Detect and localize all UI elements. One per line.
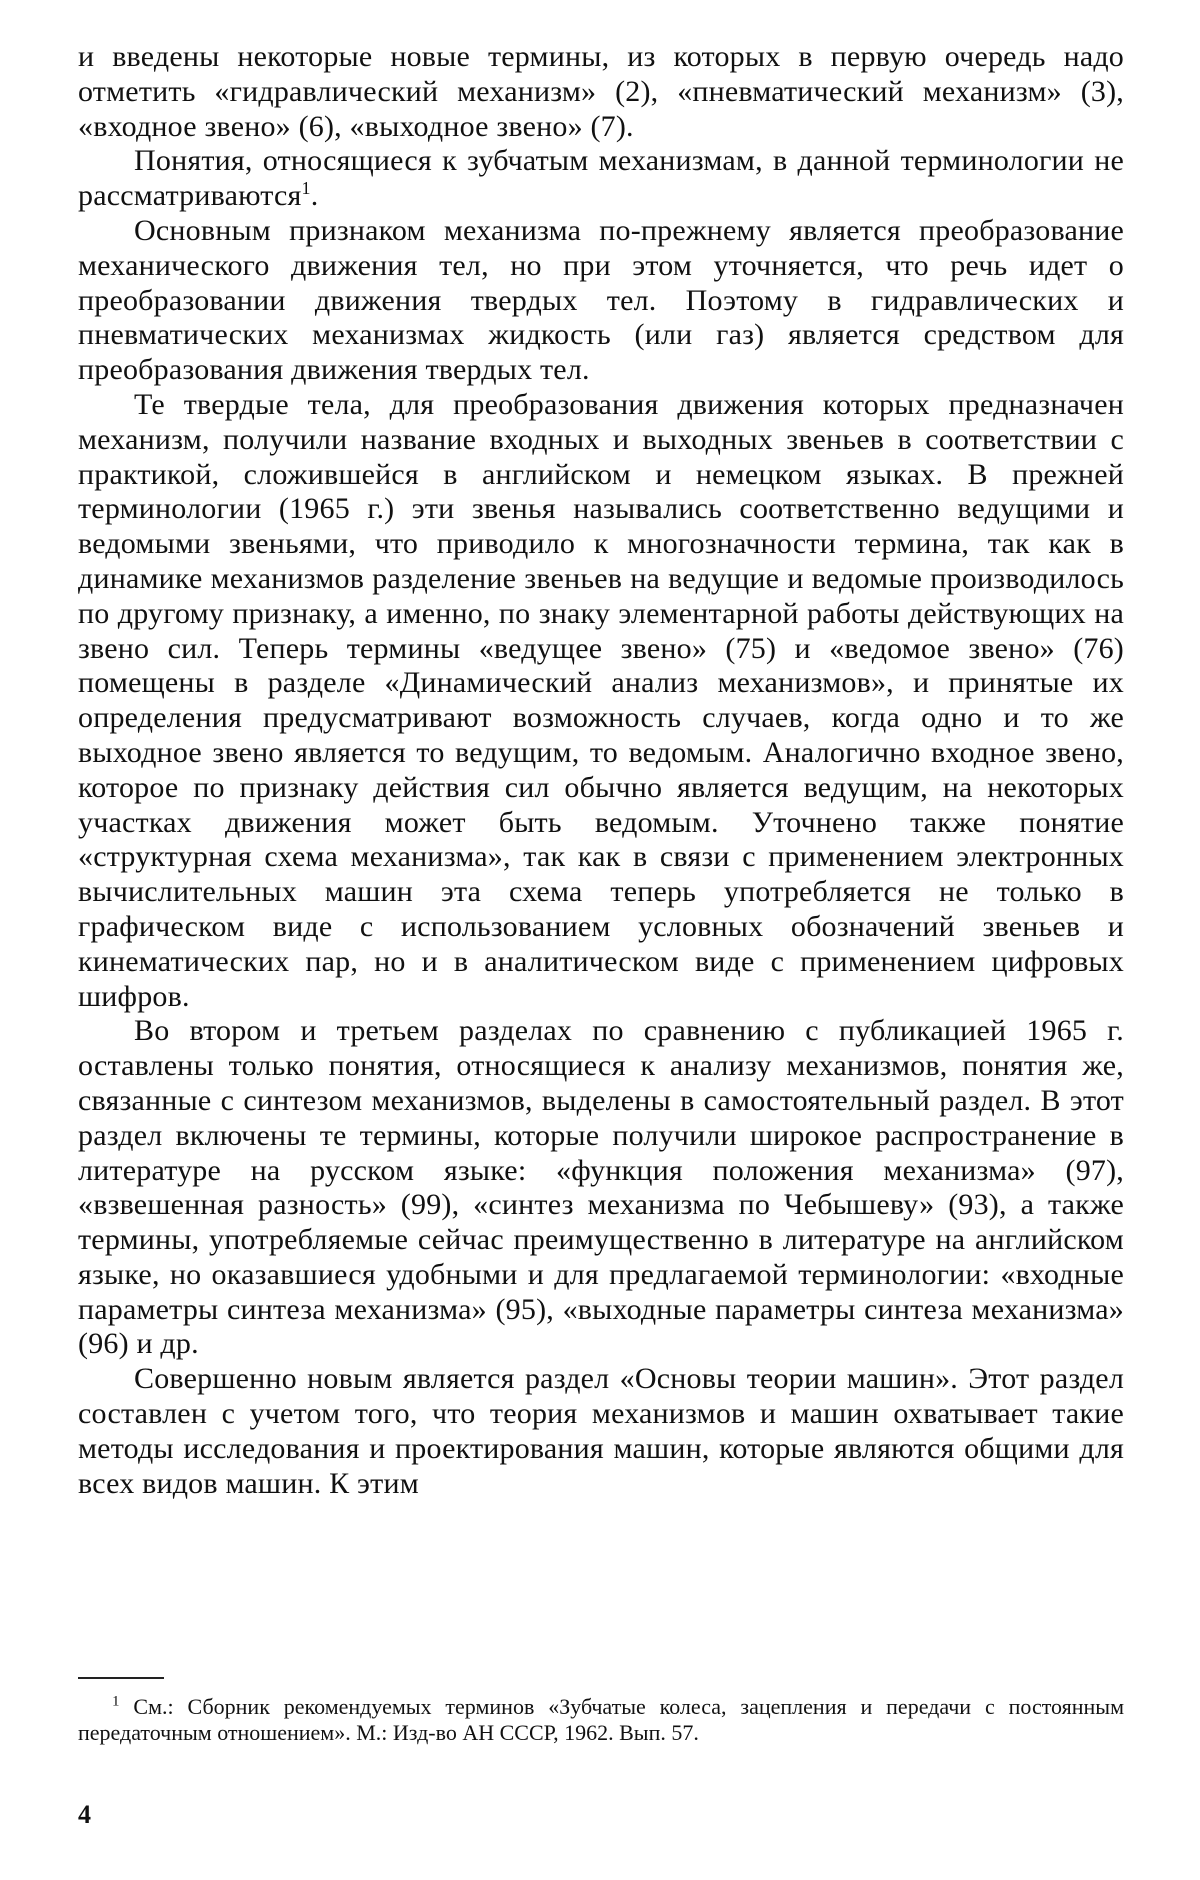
paragraph-1: и введены некоторые новые термины, из которых в первую очередь надо отметить «гидравлический механизм» (2), «пневматический механизм» (3), «входное звено» (6), «выходное звено» (7). [78,40,1124,143]
body-text [78,40,1124,1501]
paragraph-2-text: Понятия, относящиеся к зубчатым механизмам, в данной терминологии не рассматриваются [78,144,1124,213]
footnote-number: 1 [112,1693,120,1710]
footnote [78,1694,1124,1746]
footnote-text: См.: Сборник рекомендуемых терминов «Зубчатые колеса, зацепления и передачи с постоянным передаточным отношением». М.: Изд-во АН СССР, 1962. Вып. 57. [78,1694,1125,1745]
paragraph-3: Основным признаком механизма по-прежнему является преобразование механического движения тел, но при этом уточняется, что речь идет о преобразовании движения твердых тел. Поэтому в гидравлических и пневматических механизмах жидкость (или газ) является средством для преобразования движения твердых тел. [78,213,1124,387]
footnote-reference: 1 [301,178,311,199]
footnote-divider [78,1677,164,1679]
paragraph-2 [78,144,1124,214]
paragraph-2-end: . [310,179,319,213]
paragraph-6: Совершенно новым является раздел «Основы теории машин». Этот раздел составлен с учетом того, что теория механизмов и машин охватывает такие методы исследования и проектирования машин, которые являются общими для всех видов машин. К этим [78,1362,1124,1500]
paragraph-4: Те твердые тела, для преобразования движения которых предназначен механизм, получили название входных и выходных звеньев в соответствии с практикой, сложившейся в английском и немецком языках. В прежней терминологии (1965 г.) эти звенья назывались соответственно ведущими и ведомыми звеньями, что приводило к многозначности термина, так как в динамике механизмов разделение звеньев на ведущие и ведомые производилось по другому признаку, а именно, по знаку элементарной работы действующих на звено сил. Теперь термины «ведущее звено» (75) и «ведомое звено» (76) помещены в разделе «Динамический анализ механизмов», и принятые их определения предусматривают возможность случаев, когда одно и то же выходное звено является то ведущим, то ведомым. Аналогично входное звено, которое по признаку действия сил обычно является ведущим, на некоторых участках движения может быть ведомым. Уточнено также понятие «структурная схема механизма», так как в связи с применением электронных вычислительных машин эта схема теперь употребляется не только в графическом виде с использованием условных обозначений звеньев и кинематических пар, но и в аналитическом виде с применением цифровых шифров. [78,387,1124,1013]
page-number: 4 [78,1800,91,1829]
paragraph-5: Во втором и третьем разделах по сравнению с публикацией 1965 г. оставлены только понятия, относящиеся к анализу механизмов, понятия же, связанные с синтезом механизмов, выделены в самостоятельный раздел. В этот раздел включены те термины, которые получили широкое распространение в литературе на русском языке: «функция положения механизма» (97), «взвешенная разность» (99), «синтез механизма по Чебышеву» (93), а также термины, употребляемые сейчас преимущественно в литературе на английском языке, но оказавшиеся удобными и для предлагаемой терминологии: «входные параметры синтеза механизма» (95), «выходные параметры синтеза механизма» (96) и др. [78,1014,1124,1361]
